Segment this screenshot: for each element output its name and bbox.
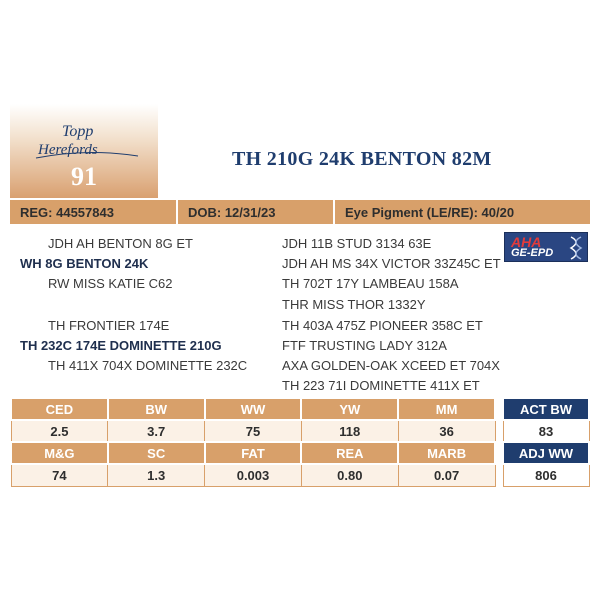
sire-sire: JDH AH BENTON 8G ET: [48, 236, 193, 251]
act-bw-label: ACT BW: [503, 398, 589, 420]
gen3-ancestor: THR MISS THOR 1332Y: [282, 297, 426, 312]
dna-icon: [569, 236, 583, 260]
epd-value: 36: [398, 420, 495, 442]
gen3-ancestor: FTF TRUSTING LADY 312A: [282, 338, 447, 353]
adj-ww-value: 806: [503, 464, 589, 486]
epd-value: 118: [301, 420, 398, 442]
registration-bar: [10, 200, 590, 224]
actuals-table: [502, 397, 590, 487]
logo-panel: [10, 104, 158, 198]
epd-header: CED: [11, 398, 108, 420]
sire: WH 8G BENTON 24K: [20, 256, 149, 271]
eye-pigment: Eye Pigment (LE/RE): 40/20: [345, 204, 515, 220]
epd-value: 3.7: [108, 420, 205, 442]
topp-herefords-logo: [32, 118, 142, 162]
epd-value: 1.3: [108, 464, 205, 486]
epd-header: MM: [398, 398, 495, 420]
aha-ge-epd-badge: [504, 232, 588, 262]
epd-header: WW: [205, 398, 302, 420]
epd-value: 75: [205, 420, 302, 442]
svg-text:Herefords: Herefords: [38, 142, 98, 158]
epd-value: 0.80: [301, 464, 398, 486]
badge-line-1: AHA: [511, 234, 542, 250]
registration-number: REG: 44557843: [10, 200, 178, 224]
gen3-ancestor: TH 403A 475Z PIONEER 358C ET: [282, 318, 483, 333]
dam: TH 232C 174E DOMINETTE 210G: [20, 338, 222, 353]
gen3-ancestor: AXA GOLDEN-OAK XCEED ET 704X: [282, 358, 500, 373]
act-bw-value: 83: [503, 420, 589, 442]
dam-sire: TH FRONTIER 174E: [48, 318, 170, 333]
epd-value: 0.07: [398, 464, 495, 486]
lot-number: 91: [71, 162, 97, 191]
epd-header: REA: [301, 442, 398, 464]
dam-dam: TH 411X 704X DOMINETTE 232C: [48, 358, 248, 373]
gen3-ancestor: TH 223 71I DOMINETTE 411X ET: [282, 378, 480, 393]
badge-line-2: GE-EPD: [511, 247, 554, 259]
epd-header: M&G: [11, 442, 108, 464]
epd-table: [10, 397, 496, 487]
gen3-ancestor: JDH AH MS 34X VICTOR 33Z45C ET: [282, 256, 501, 271]
gen3-ancestor: JDH 11B STUD 3134 63E: [282, 236, 432, 251]
animal-name: TH 210G 24K BENTON 82M: [232, 148, 492, 170]
epd-header: SC: [108, 442, 205, 464]
gen3-ancestor: TH 702T 17Y LAMBEAU 158A: [282, 276, 459, 291]
sire-dam: RW MISS KATIE C62: [48, 276, 173, 291]
adj-ww-label: ADJ WW: [503, 442, 589, 464]
epd-header: FAT: [205, 442, 302, 464]
epd-header: MARB: [398, 442, 495, 464]
epd-header: YW: [301, 398, 398, 420]
svg-text:Topp: Topp: [62, 123, 94, 140]
epd-value: 74: [11, 464, 108, 486]
epd-value: 2.5: [11, 420, 108, 442]
epd-header: BW: [108, 398, 205, 420]
epd-value: 0.003: [205, 464, 302, 486]
date-of-birth: DOB: 12/31/23: [178, 200, 335, 224]
